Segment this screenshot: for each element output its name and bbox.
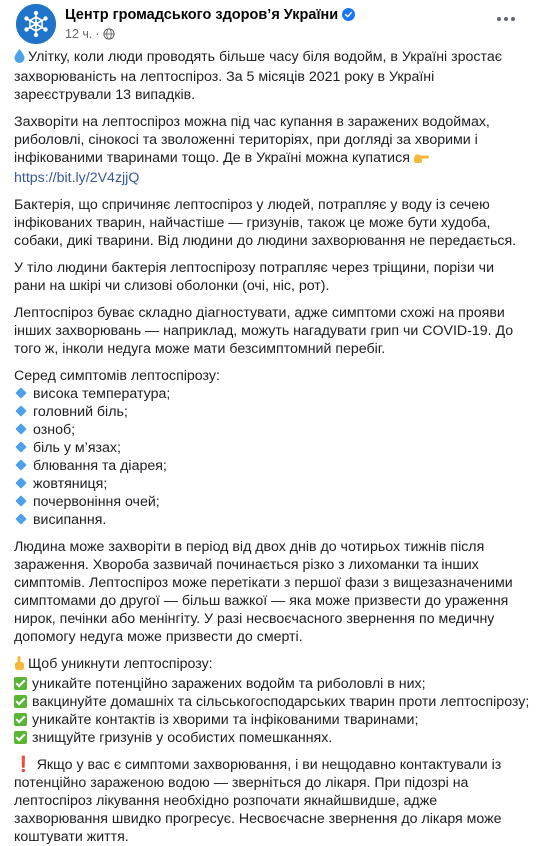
blue-diamond-icon	[15, 405, 26, 416]
post-paragraph-4: У тіло людини бактерія лептоспірозу потрапляє через тріщини, порізи чи рани на шкірі чи слизові оболонки (очі, ніс, рот).	[14, 260, 494, 294]
symptom-text: блювання та діарея;	[33, 458, 167, 474]
list-item	[14, 511, 527, 529]
list-item	[14, 711, 527, 729]
more-options-icon[interactable]	[493, 10, 519, 28]
blue-diamond-icon	[15, 459, 26, 470]
globe-icon[interactable]	[103, 27, 115, 45]
prevention-title: Щоб уникнути лептоспірозу:	[28, 656, 213, 672]
list-item	[14, 675, 527, 693]
post-paragraph-3: Бактерія, що спричиняє лептоспіроз у людей, потрапляє у воду із сечею інфікованих тварин, найчастіше — гризунів, також це може бути худоба, собаки, дикі тварини. Від людини до людини захворювання не передається.	[14, 197, 517, 249]
prevention-text: знищуйте гризунів у особистих помешканнях.	[32, 730, 333, 746]
list-item	[14, 403, 527, 421]
prevention-list	[14, 655, 530, 747]
post-meta	[65, 25, 115, 45]
post-paragraph-6: Людина може захворіти в період від двох днів до чотирьох тижнів після зараження. Хвороба зазвичай починається різко з лихоманки та інших симптомів. Лептоспіроз може перетікати з першої фази з вищезазначеними симптомами до другої — більш важкої — яка може призвести до ураження нирок, печінки або менінгіту. У разі несвоєчасного звернення по медичну допомогу недуга може призвести до смерті.	[14, 539, 513, 645]
list-item	[14, 729, 527, 747]
blue-diamond-icon	[15, 477, 26, 488]
intro-text: Улітку, коли люди проводять більше часу біля водойм, в Україні зростає захворюваність на лептоспіроз. За 5 місяців 2021 року в Україні зареєстрували 13 випадків.	[14, 49, 502, 103]
p2-text: Захворіти на лептоспіроз можна під час купання в заражених водоймах, риболовлі, сінокосі та зволоженні територіях, при догляді за хворими і інфікованими тваринами тощо. Де в Україні можна купатися	[14, 114, 490, 166]
symptom-text: біль у м’язах;	[33, 440, 121, 456]
symptom-text: почервоніння очей;	[33, 494, 160, 510]
post-paragraph-5: Лептоспіроз буває складно діагностувати, адже симптоми схожі на прояви інших захворювань — наприклад, можуть нагадувати грип чи COVID-19. До того ж, інколи недуга може мати безсимптомний перебіг.	[14, 305, 514, 357]
list-item	[14, 693, 530, 711]
list-item	[14, 493, 527, 511]
index-pointing-up-icon	[14, 656, 25, 675]
snowflake-network-logo-icon	[16, 4, 56, 44]
post-body	[8, 48, 530, 846]
post-timestamp[interactable]: 12 ч.	[65, 27, 93, 41]
droplet-icon	[14, 49, 25, 68]
meta-separator: ·	[95, 27, 100, 41]
symptom-text: жовтяниця;	[33, 476, 108, 492]
symptom-text: висипання.	[33, 512, 107, 528]
blue-diamond-icon	[15, 387, 26, 398]
post-header	[8, 0, 527, 48]
red-exclamation-icon: ❗	[14, 756, 33, 773]
symptoms-list	[14, 367, 527, 529]
post-paragraph-7	[14, 756, 527, 846]
symptoms-title: Серед симптомів лептоспірозу:	[14, 368, 220, 384]
check-mark-icon	[14, 713, 27, 726]
blue-diamond-icon	[15, 495, 26, 506]
pointing-hand-icon	[414, 151, 430, 169]
prevention-text: уникайте контактів із хворими та інфікованими тваринами;	[32, 712, 419, 728]
page-avatar[interactable]	[16, 4, 56, 44]
blue-diamond-icon	[15, 423, 26, 434]
page-name-text[interactable]: Центр громадського здоров’я України	[65, 7, 339, 23]
check-mark-icon	[14, 695, 27, 708]
check-mark-icon	[14, 731, 27, 744]
blue-diamond-icon	[15, 441, 26, 452]
symptom-text: озноб;	[33, 422, 76, 438]
list-item	[14, 457, 527, 475]
list-item	[14, 439, 527, 457]
list-item	[14, 475, 527, 493]
symptom-text: головний біль;	[33, 404, 128, 420]
p7-text: Якщо у вас є симптоми захворювання, і ви нещодавно контактували із потенційно зараженою водою — зверніться до лікаря. При підозрі на лептоспіроз лікування необхідно розпочати якнайшвидше, адже захворювання швидко прогресує. Несвоєчасне звернення до лікаря може коштувати життя.	[14, 757, 502, 845]
post-paragraph-intro	[14, 48, 527, 104]
symptom-text: висока температура;	[33, 386, 171, 402]
check-mark-icon	[14, 677, 27, 690]
prevention-title-row	[14, 655, 527, 675]
external-link[interactable]: https://bit.ly/2V4zjjQ	[14, 170, 140, 186]
list-item	[14, 385, 527, 403]
prevention-text: вакцинуйте домашніх та сільськогосподарських тварин проти лептоспірозу;	[32, 694, 530, 710]
list-item	[14, 421, 527, 439]
page-name[interactable]	[65, 6, 355, 26]
prevention-text: уникайте потенційно заражених водойм та риболовлі в них;	[32, 676, 426, 692]
verified-badge-icon	[342, 8, 355, 26]
blue-diamond-icon	[15, 513, 26, 524]
post-paragraph-2	[14, 113, 527, 187]
